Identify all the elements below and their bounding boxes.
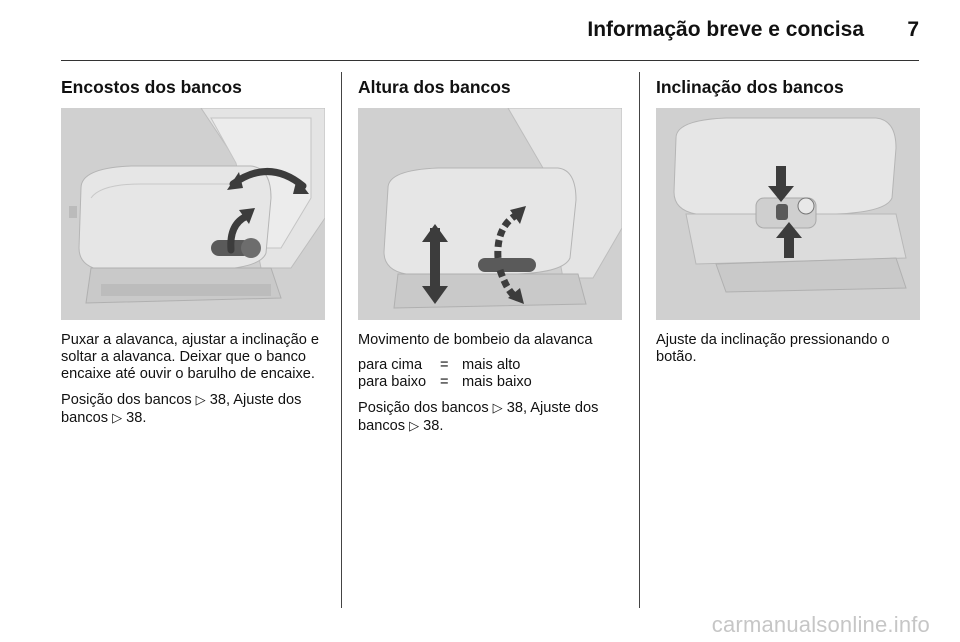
direction-table xyxy=(358,357,622,391)
instruction-text: Movimento de bombeio da alavanca xyxy=(358,332,593,348)
seat-illustration xyxy=(656,108,920,320)
instruction-text: Puxar a alavanca, ajustar a inclinação e soltar a alavanca. Deixar que o banco encaixe até ouvir o barulho de encaixe. xyxy=(61,332,319,382)
table-row: para cima = mais alto xyxy=(358,357,521,373)
reference-arrow-icon: ▷ xyxy=(195,392,206,407)
section-heading: Altura dos bancos xyxy=(358,77,511,97)
seat-illustration xyxy=(358,108,622,320)
section-seat-height xyxy=(358,76,622,443)
seat-height-figure xyxy=(358,108,622,320)
seat-backrest-figure xyxy=(61,108,325,320)
column-divider xyxy=(639,72,640,608)
section-seat-backrest xyxy=(61,76,325,435)
reference-arrow-icon: ▷ xyxy=(492,400,503,415)
section-heading: Encostos dos bancos xyxy=(61,77,242,97)
reference-arrow-icon: ▷ xyxy=(409,418,420,433)
section-seat-tilt xyxy=(656,76,920,374)
cross-reference: Posição dos bancos ▷ 38, Ajuste dos bancos ▷ 38. xyxy=(358,400,599,434)
watermark: carmanualsonline.info xyxy=(711,612,930,637)
reference-arrow-icon: ▷ xyxy=(112,410,123,425)
page-number: 7 xyxy=(907,18,919,41)
column-divider xyxy=(341,72,342,608)
page-header-title: Informação breve e concisa xyxy=(587,18,864,41)
header-rule xyxy=(61,60,919,61)
section-heading: Inclinação dos bancos xyxy=(656,77,844,97)
instruction-text: Ajuste da inclinação pressionando o botão. xyxy=(656,332,890,365)
seat-tilt-figure xyxy=(656,108,920,320)
seat-illustration xyxy=(61,108,325,320)
cross-reference: Posição dos bancos ▷ 38, Ajuste dos bancos ▷ 38. xyxy=(61,392,302,426)
table-row: para baixo = mais baixo xyxy=(358,374,532,390)
